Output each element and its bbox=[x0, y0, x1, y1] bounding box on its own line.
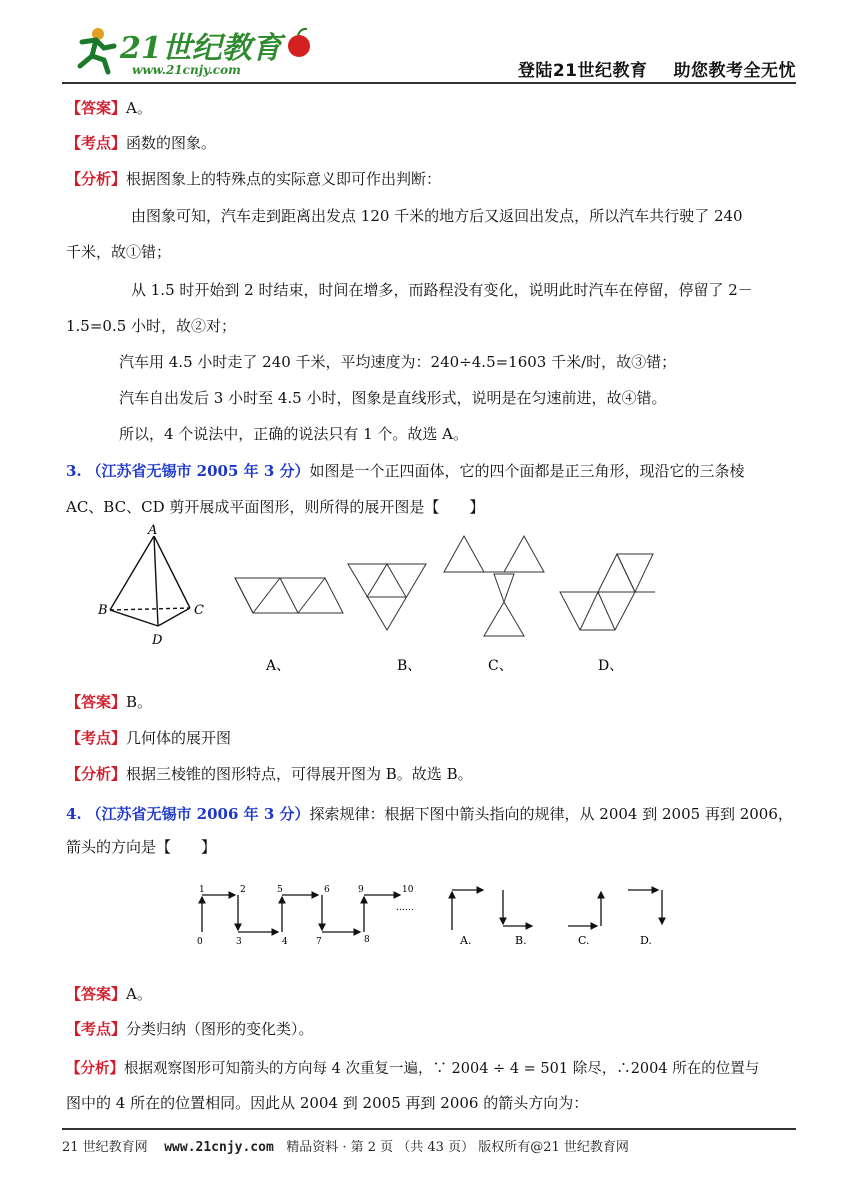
question-source: （江苏省无锡市 2006 年 3 分） bbox=[86, 805, 310, 823]
header-rule bbox=[62, 82, 796, 84]
logo-text: 21世纪教育 bbox=[120, 31, 282, 66]
option-c-label: C. bbox=[578, 934, 590, 947]
analysis-tag: 【分析】 bbox=[66, 170, 127, 188]
seq-label-5: 5 bbox=[277, 885, 283, 895]
q3-analysis-line bbox=[66, 767, 473, 782]
q2-analysis-line bbox=[66, 172, 441, 187]
question-number: 4. bbox=[66, 805, 82, 823]
answer-tag: 【答案】 bbox=[66, 99, 127, 117]
answer-tag: 【答案】 bbox=[66, 693, 127, 711]
seq-label-2: 2 bbox=[240, 885, 246, 895]
vertex-d-label: D bbox=[152, 633, 163, 648]
option-d-net bbox=[560, 554, 655, 630]
seq-label-1: 1 bbox=[199, 885, 205, 895]
option-c-label: C、 bbox=[488, 658, 513, 674]
option-a-label: A. bbox=[460, 934, 472, 947]
question-source: （江苏省无锡市 2005 年 3 分） bbox=[86, 462, 310, 480]
seq-label-4: 4 bbox=[282, 937, 288, 947]
q3-figure bbox=[90, 522, 670, 682]
option-b-label: B、 bbox=[397, 658, 422, 674]
analysis-tag: 【分析】 bbox=[66, 1060, 124, 1077]
q2-paragraph-2b: 1.5=0.5 小时，故②对； bbox=[66, 317, 237, 335]
point-text: 分类归纳（图形的变化类）。 bbox=[126, 1020, 314, 1038]
seq-ellipsis: …… bbox=[396, 903, 414, 913]
option-d-arrows bbox=[628, 890, 662, 924]
seq-label-0: 0 bbox=[197, 937, 203, 947]
answer-tag: 【答案】 bbox=[66, 985, 127, 1003]
slogan-right: 助您教考全无忧 bbox=[673, 61, 796, 81]
q2-paragraph-3: 汽车用 4.5 小时走了 240 千米，平均速度为：240÷4.5=1603 千米/时，故③错； bbox=[119, 353, 677, 371]
footer-site-link[interactable]: www.21cnjy.com bbox=[164, 1140, 274, 1155]
q2-paragraph-1a: 由图象可知，汽车走到距离出发点 120 千米的地方后又返回出发点，所以汽车共行驶了 240 bbox=[131, 207, 743, 225]
answer-text: A。 bbox=[126, 985, 152, 1003]
option-a-arrows bbox=[452, 890, 483, 930]
arrow-sequence bbox=[202, 895, 400, 932]
q4-analysis-line2: 图中的 4 所在的位置相同。因此从 2004 到 2005 再到 2006 的箭头方向为： bbox=[66, 1094, 589, 1112]
answer-text: B。 bbox=[126, 693, 153, 711]
q3-stem-line1 bbox=[66, 464, 745, 479]
q4-stem-line2: 箭头的方向是【 】 bbox=[66, 838, 217, 856]
logo-graphic bbox=[62, 22, 322, 80]
option-b-net bbox=[348, 564, 426, 630]
option-b-label: B. bbox=[515, 934, 527, 947]
site-logo[interactable] bbox=[62, 22, 322, 80]
analysis-text: 根据观察图形可知箭头的方向每 4 次重复一遍，∵ 2004 ÷ 4 = 501 除尽，∴2004 所在的位置与 bbox=[124, 1061, 760, 1077]
point-tag: 【考点】 bbox=[66, 134, 127, 152]
vertex-c-label: C bbox=[194, 603, 204, 618]
q2-point-line bbox=[66, 136, 216, 151]
seq-label-3: 3 bbox=[236, 937, 242, 947]
q2-paragraph-2a: 从 1.5 时开始到 2 时结束，时间在增多，而路程没有变化，说明此时汽车在停留，停留了 2－ bbox=[131, 281, 753, 299]
option-a-net bbox=[235, 578, 343, 613]
footer-info: 精品资料 · 第 2 页 （共 43 页） 版权所有@21 世纪教育网 bbox=[286, 1140, 629, 1155]
point-text: 函数的图象。 bbox=[126, 134, 217, 152]
slogan-left: 登陆21世纪教育 bbox=[517, 61, 648, 81]
option-d-label: D. bbox=[640, 934, 652, 947]
footer-org: 21 世纪教育网 bbox=[62, 1140, 148, 1155]
analysis-text: 根据三棱锥的图形特点，可得展开图为 B。故选 B。 bbox=[126, 765, 473, 783]
q4-stem-line1 bbox=[66, 807, 793, 822]
question-stem: 探索规律：根据下图中箭头指向的规律，从 2004 到 2005 再到 2006， bbox=[309, 805, 793, 823]
seq-label-10: 10 bbox=[402, 885, 414, 895]
q4-figure bbox=[190, 880, 680, 952]
header-slogan bbox=[518, 56, 796, 81]
point-tag: 【考点】 bbox=[66, 1020, 127, 1038]
option-a-label: A、 bbox=[266, 658, 291, 674]
option-b-arrows bbox=[503, 890, 532, 926]
footer-rule bbox=[62, 1128, 796, 1130]
q3-stem-line2: AC、BC、CD 剪开展成平面图形，则所得的展开图是【 】 bbox=[66, 498, 485, 516]
vertex-a-label: A bbox=[148, 523, 158, 538]
question-number: 3. bbox=[66, 462, 82, 480]
q4-point-line bbox=[66, 1022, 314, 1037]
page-footer bbox=[62, 1136, 629, 1155]
seq-label-9: 9 bbox=[358, 885, 364, 895]
q4-analysis-line bbox=[66, 1062, 759, 1077]
option-d-label: D、 bbox=[598, 658, 624, 674]
option-c-net bbox=[444, 536, 544, 636]
option-c-arrows bbox=[568, 892, 601, 926]
logo-url: www.21cnjy.com bbox=[132, 63, 241, 77]
q4-answer-line bbox=[66, 987, 152, 1002]
q2-paragraph-4: 汽车自出发后 3 小时至 4.5 小时，图象是直线形式，说明是在匀速前进，故④错。 bbox=[119, 389, 667, 407]
analysis-text: 根据图象上的特殊点的实际意义即可作出判断： bbox=[126, 170, 442, 188]
q3-answer-line bbox=[66, 695, 152, 710]
q2-answer-line bbox=[66, 101, 152, 116]
seq-label-7: 7 bbox=[316, 937, 322, 947]
q2-paragraph-5: 所以，4 个说法中，正确的说法只有 1 个。故选 A。 bbox=[119, 425, 468, 443]
seq-label-8: 8 bbox=[364, 935, 370, 945]
analysis-tag: 【分析】 bbox=[66, 765, 127, 783]
point-tag: 【考点】 bbox=[66, 729, 127, 747]
seq-label-6: 6 bbox=[324, 885, 330, 895]
q2-paragraph-1b: 千米，故①错； bbox=[66, 243, 172, 261]
answer-text: A。 bbox=[126, 99, 152, 117]
vertex-b-label: B bbox=[98, 603, 108, 618]
tetrahedron-figure bbox=[110, 536, 190, 626]
q3-point-line bbox=[66, 731, 231, 746]
question-stem: 如图是一个正四面体，它的四个面都是正三角形，现沿它的三条棱 bbox=[309, 462, 745, 480]
point-text: 几何体的展开图 bbox=[126, 729, 232, 747]
